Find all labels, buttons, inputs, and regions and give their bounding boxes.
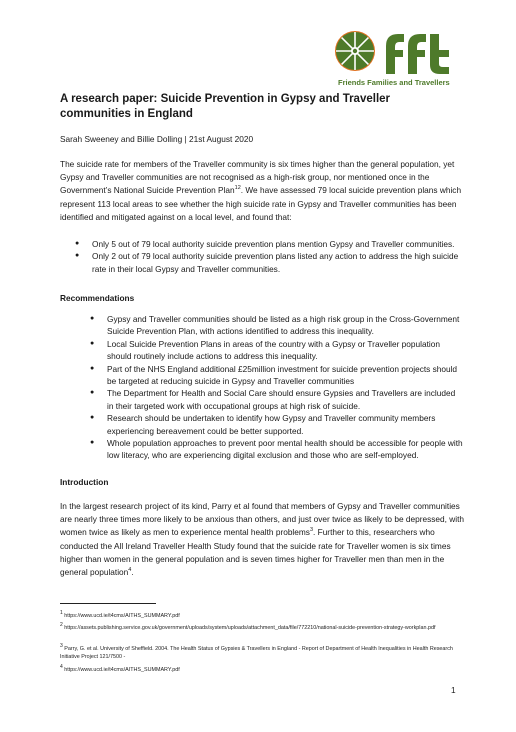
footnote-link[interactable]: https://assets.publishing.service.gov.uk/government/uploads/system/uploads/attachment_data/file/772210/national-suicide-prevention-strategy-workplan.pdf [64,625,436,631]
list-item: ● Only 5 out of 79 local authority suicide prevention plans mention Gypsy and Traveller communities. [92,238,464,250]
logo-org-name: Friends Families and Travellers [338,78,450,87]
introduction-heading: Introduction [60,477,109,487]
fft-logo-mark [334,26,464,78]
footnote: $^3$ Parry, G. et al. University of Sheffield. 2004. The Health Status of Gypsies & Travellers in England - Report of Department of Health Inequalities in Health Research Initiative Project 121/7500 - [60,643,453,661]
byline: Sarah Sweeney and Billie Dolling | 21st August 2020 [60,134,254,144]
intro-paragraph [60,158,464,224]
recommendations-list [107,313,463,462]
introduction-text-1: In the largest research project of its kind, Parry et al found that members of Gypsy and Traveller communities are nearly three times more likely to be anxious than others, and just over twice as likely to be depressed, with women twice as likely as men to experience mental health problems [60,501,464,538]
footnote-ref[interactable]: 12 [234,185,241,192]
footnote-link[interactable]: https://www.ucd.ie/t4cms/AITHS_SUMMARY.pdf [64,667,180,673]
list-item: ● Whole population approaches to prevent poor mental health should be accessible for people with low literacy, who are experiencing digital exclusion and those who are self-employed. [107,437,463,462]
list-item: ● Local Suicide Prevention Plans in areas of the country with a Gypsy or Traveller population should routinely include actions to address this inequality. [107,338,463,363]
footnote-ref[interactable]: 4 [128,567,132,574]
list-item: ● Part of the NHS England additional £25million investment for suicide prevention projects should be targeted at reducing suicide in Gypsy and Traveller communities [107,363,463,388]
footnote: $^4$ https://www.ucd.ie/t4cms/AITHS_SUMMARY.pdf [60,664,180,673]
paper-title: A research paper: Suicide Prevention in Gypsy and Traveller communities in England [60,93,391,120]
footnote: $^1$ https://www.ucd.ie/t4cms/AITHS_SUMMARY.pdf [60,610,180,619]
introduction-paragraph [60,500,464,579]
recommendations-heading: Recommendations [60,293,135,303]
footnote-text: Parry, G. et al. University of Sheffield. 2004. The Health Status of Gypsies & Travellers in England - Report of Department of Health Inequalities in Health Research Initiative Project 121/7500 - [60,646,453,661]
footnote-divider [60,603,156,604]
fft-logo [334,26,464,88]
footnote-link[interactable]: https://www.ucd.ie/t4cms/AITHS_SUMMARY.pdf [64,613,180,619]
findings-list [92,238,464,275]
list-item: ● The Department for Health and Social Care should ensure Gypsies and Travellers are included in their targeted work with occupational groups at high risk of suicide. [107,387,463,412]
intro-text-1: The suicide rate for members of the Traveller community is six times higher than the general population, yet Gypsy and Traveller communities are not recognised as a high-risk group, nor mentioned once in the Government’s National Suicide Prevention Plan [60,159,455,196]
footnote-ref[interactable]: 3 [309,527,314,534]
list-item: ● Research should be undertaken to identify how Gypsy and Traveller community members experiencing bereavement could be better supported. [107,412,463,437]
introduction-text-3: . [131,567,134,578]
list-item: ● Gypsy and Traveller communities should be listed as a high risk group in the Cross-Government Suicide Prevention Plan, with actions identified to address this inequality. [107,313,463,338]
introduction-text-2: . Further to this, researchers who conducted the All Ireland Traveller Health Study found that the suicide rate for Traveller women is six times higher than women in the general population and is seven times higher for Traveller men than men in the general population [60,527,451,578]
page-number: 1 [451,685,456,695]
footnote: $^2$ https://assets.publishing.service.gov.uk/government/uploads/system/uploads/attachment_data/file/772210/national-suicide-prevention-strategy-workplan.pdf [60,622,436,631]
intro-text-2: . We have assessed 79 local suicide prevention plans which represent 113 local areas to see whether the high suicide rate in Gypsy and Traveller communities has been identified and mitigated against on a local level, and found that: [60,185,462,222]
list-item: ● Only 2 out of 79 local authority suicide prevention plans listed any action to address the high suicide rate in their local Gypsy and Traveller communities. [92,250,464,275]
